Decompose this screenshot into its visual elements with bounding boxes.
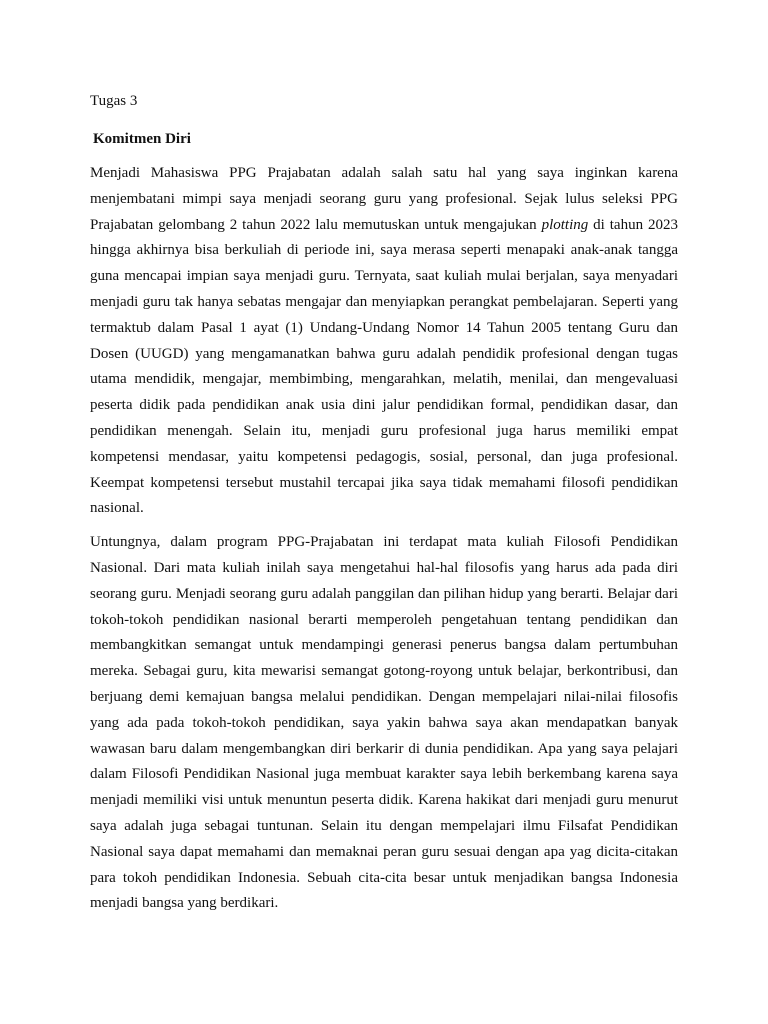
paragraph-2: Untungnya, dalam program PPG-Prajabatan ini terdapat mata kuliah Filosofi Pendidikan Nasional. Dari mata kuliah inilah saya mengetahui hal-hal filosofis yang harus ada pada diri seorang guru. Menjadi seorang guru adalah panggilan dan pilihan hidup yang berarti. Belajar dari tokoh-tokoh pendidikan nasional berarti memperoleh pengetahuan tentang pendidikan dan membangkitkan semangat untuk mendampingi generasi penerus bangsa dalam pertumbuhan mereka. Sebagai guru, kita mewarisi semangat gotong-royong untuk belajar, berkontribusi, dan berjuang demi kemajuan bangsa melalui pendidikan. Dengan mempelajari nilai-nilai filosofis yang ada pada tokoh-tokoh pendidikan, saya yakin bahwa saya akan mendapatkan banyak wawasan baru dalam mengembangkan diri berkarir di dunia pendidikan. Apa yang saya pelajari dalam Filosofi Pendidikan Nasional juga membuat karakter saya lebih berkembang karena saya menjadi memiliki visi untuk menuntun peserta didik. Karena hakikat dari menjadi guru menurut saya adalah juga sebagai tuntunan. Selain itu dengan mempelajari ilmu Filsafat Pendidikan Nasional saya dapat memahami dan memaknai peran guru sesuai dengan apa yag dicita-citakan para tokoh pendidikan Indonesia. Sebuah cita-cita besar untuk menjadikan bangsa Indonesia menjadi bangsa yang berdikari. <box>90 534 678 912</box>
document-heading: Komitmen Diri <box>93 131 191 147</box>
paragraph-1 <box>90 161 678 522</box>
paragraph-1-text-a: Menjadi Mahasiswa PPG Prajabatan adalah salah satu hal yang saya inginkan karena menjembatani mimpi saya menjadi seorang guru yang profesional. Sejak lulus seleksi PPG Prajabatan gelombang 2 tahun 2022 lalu memutuskan untuk mengajukan <box>90 165 678 233</box>
paragraph-1-text-b: di tahun 2023 hingga akhirnya bisa berkuliah di periode ini, saya merasa seperti menapaki anak-anak tangga guna mencapai impian saya menjadi guru. Ternyata, saat kuliah mulai berjalan, saya menyadari menjadi guru tak hanya sebatas mengajar dan menyiapkan perangkat pembelajaran. Seperti yang termaktub dalam Pasal 1 ayat (1) Undang-Undang Nomor 14 Tahun 2005 tentang Guru dan Dosen (UUGD) yang mengamanatkan bahwa guru adalah pendidik profesional dengan tugas utama mendidik, mengajar, membimbing, mengarahkan, melatih, menilai, dan mengevaluasi peserta didik pada pendidikan anak usia dini jalur pendidikan formal, pendidikan dasar, dan pendidikan menengah. Selain itu, menjadi guru profesional juga harus memiliki empat kompetensi mendasar, yaitu kompetensi pedagogis, sosial, personal, dan juga profesional. Keempat kompetensi tersebut mustahil tercapai jika saya tidak memahami filosofi pendidikan nasional. <box>90 216 678 517</box>
paragraph-1-emphasis: plotting <box>541 216 589 233</box>
document-page <box>90 90 678 917</box>
task-label: Tugas 3 <box>90 93 138 109</box>
